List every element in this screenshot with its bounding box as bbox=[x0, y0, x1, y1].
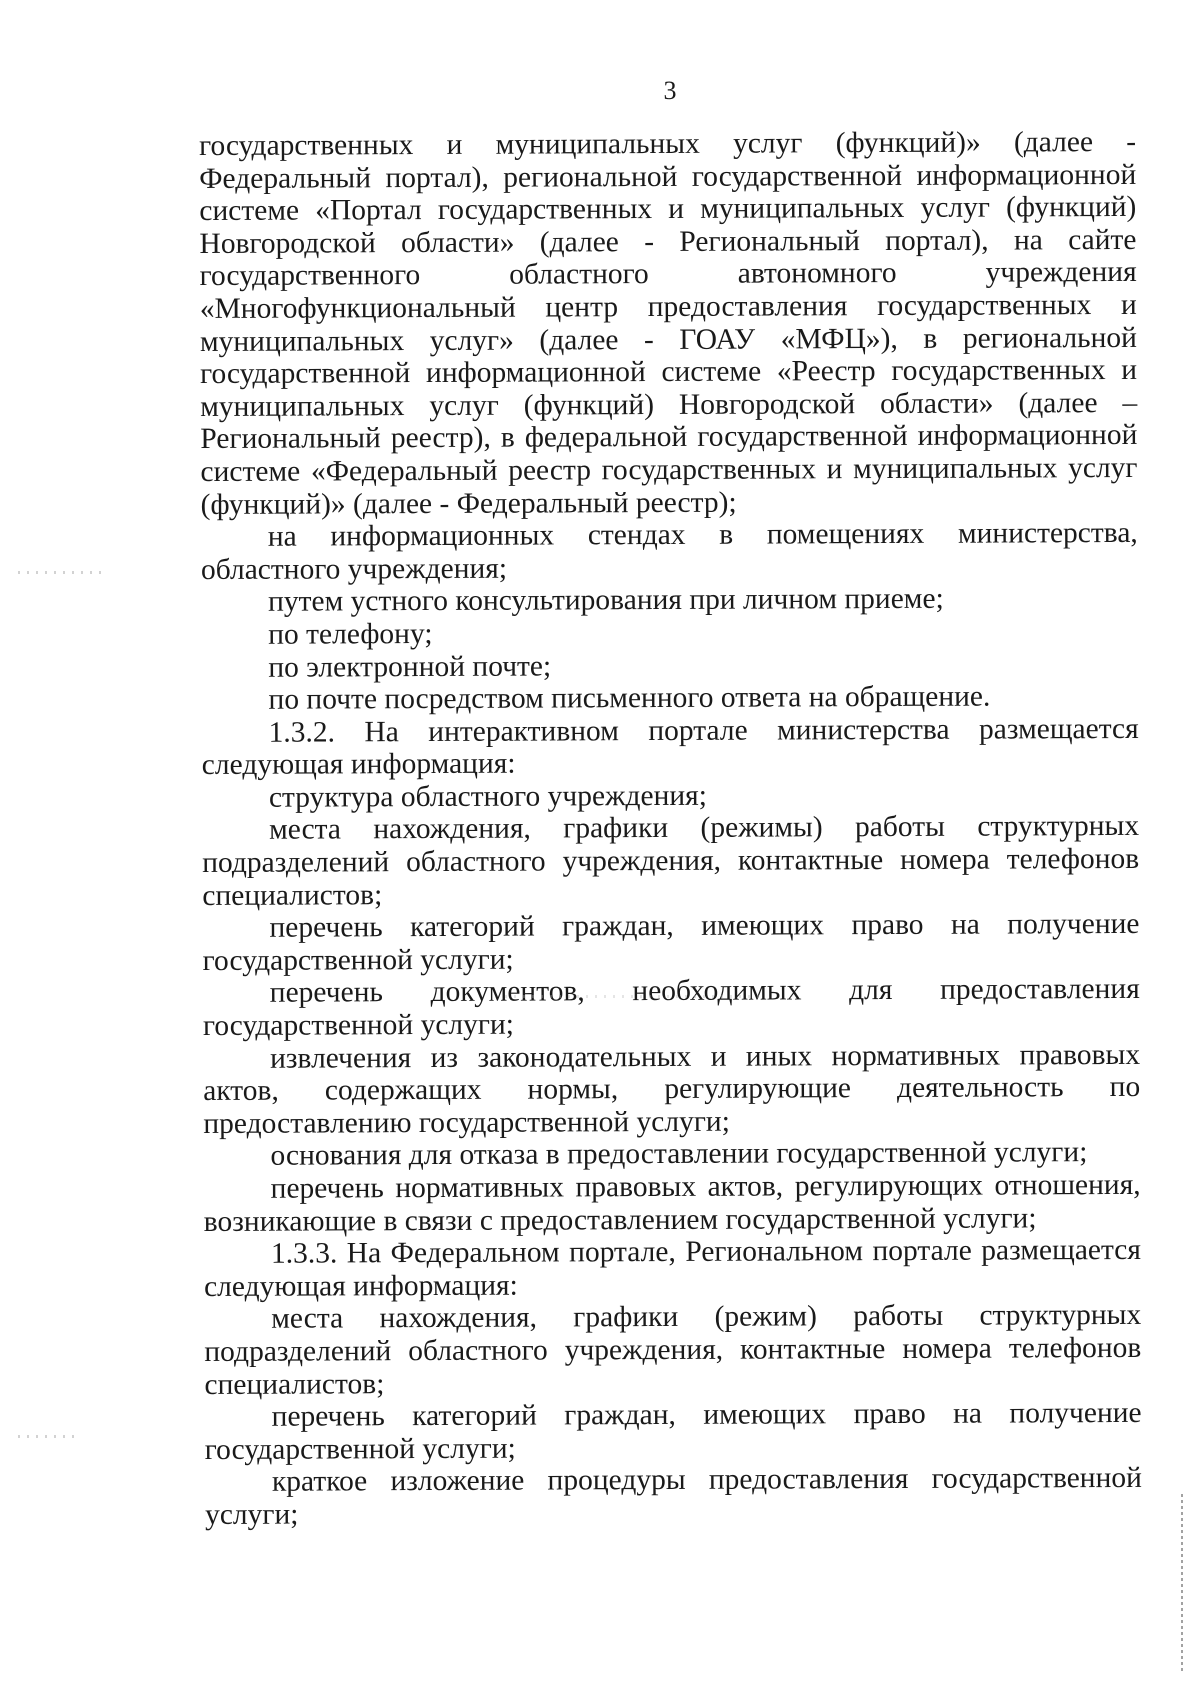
paragraph-legal-extracts: извлечения из законодательных и иных нормативных правовых актов, содержащих нормы, регулирующие деятельность по предоставлению государственной услуги; bbox=[203, 1038, 1141, 1140]
paragraph-citizen-categories-2: перечень категорий граждан, имеющих право на получение государственной услуги; bbox=[204, 1397, 1142, 1466]
paragraph-info-stands: на информационных стендах в помещениях министерства, областного учреждения; bbox=[200, 517, 1138, 586]
paragraph-procedure-summary: краткое изложение процедуры предоставления государственной услуги; bbox=[204, 1462, 1142, 1531]
scan-artifact bbox=[18, 571, 106, 574]
scan-artifact bbox=[18, 1435, 78, 1438]
paragraph-phone: по телефону; bbox=[268, 617, 433, 651]
paragraph-personal-consult: путем устного консультирования при личном приеме; bbox=[267, 583, 944, 619]
paragraph-1-3-2: 1.3.2. На интерактивном портале министерства размещается следующая информация: bbox=[201, 712, 1139, 782]
paragraph-locations-2: места нахождения, графики (режим) работы структурных подразделений областного учреждения, контактные номера телефонов специалистов; bbox=[204, 1299, 1142, 1401]
paragraph-post: по почте посредством письменного ответа на обращение. bbox=[268, 680, 991, 716]
paragraph-citizen-categories: перечень категорий граждан, имеющих право на получение государственной услуги; bbox=[202, 908, 1140, 977]
paragraph-documents: перечень документов, необходимых для предоставления государственной услуги; bbox=[202, 973, 1140, 1043]
scan-artifact bbox=[505, 995, 765, 998]
paragraph-email: по электронной почте; bbox=[268, 649, 552, 684]
paragraph-1-3-3: 1.3.3. На Федеральном портале, Региональном портале размещается следующая информация: bbox=[203, 1234, 1141, 1303]
document-body bbox=[199, 126, 1142, 1532]
paragraph-continuation: государственных и муниципальных услуг (функций)» (далее - Федеральный портал), региональной государственной информационной системе «Портал государственных и муниципальных услуг (функций) Новгородской области» (далее - Региональный портал), на сайте государственного областного автономного учреждения «Многофункциональный центр предоставления государственных и муниципальных услуг» (далее - ГОАУ «МФЦ»), в региональной государственной информационной системе «Реестр государственных и муниципальных услуг (функций) Новгородской области» (далее – Региональный реестр), в федеральной государственной информационной системе «Федеральный реестр государственных и муниципальных услуг (функций)» (далее - Федеральный реестр); bbox=[199, 125, 1138, 521]
paragraph-refusal-grounds: основания для отказа в предоставлении государственной услуги; bbox=[270, 1136, 1088, 1173]
paragraph-legal-acts-list: перечень нормативных правовых актов, регулирующих отношения, возникающие в связи с предоставлением государственной услуги; bbox=[203, 1168, 1141, 1238]
scan-edge-artifact bbox=[1181, 1494, 1183, 1672]
page-number: 3 bbox=[663, 76, 677, 105]
paragraph-structure: структура областного учреждения; bbox=[268, 779, 707, 814]
paragraph-locations: места нахождения, графики (режимы) работы структурных подразделений областного учреждения, контактные номера телефонов специалистов; bbox=[202, 810, 1140, 912]
